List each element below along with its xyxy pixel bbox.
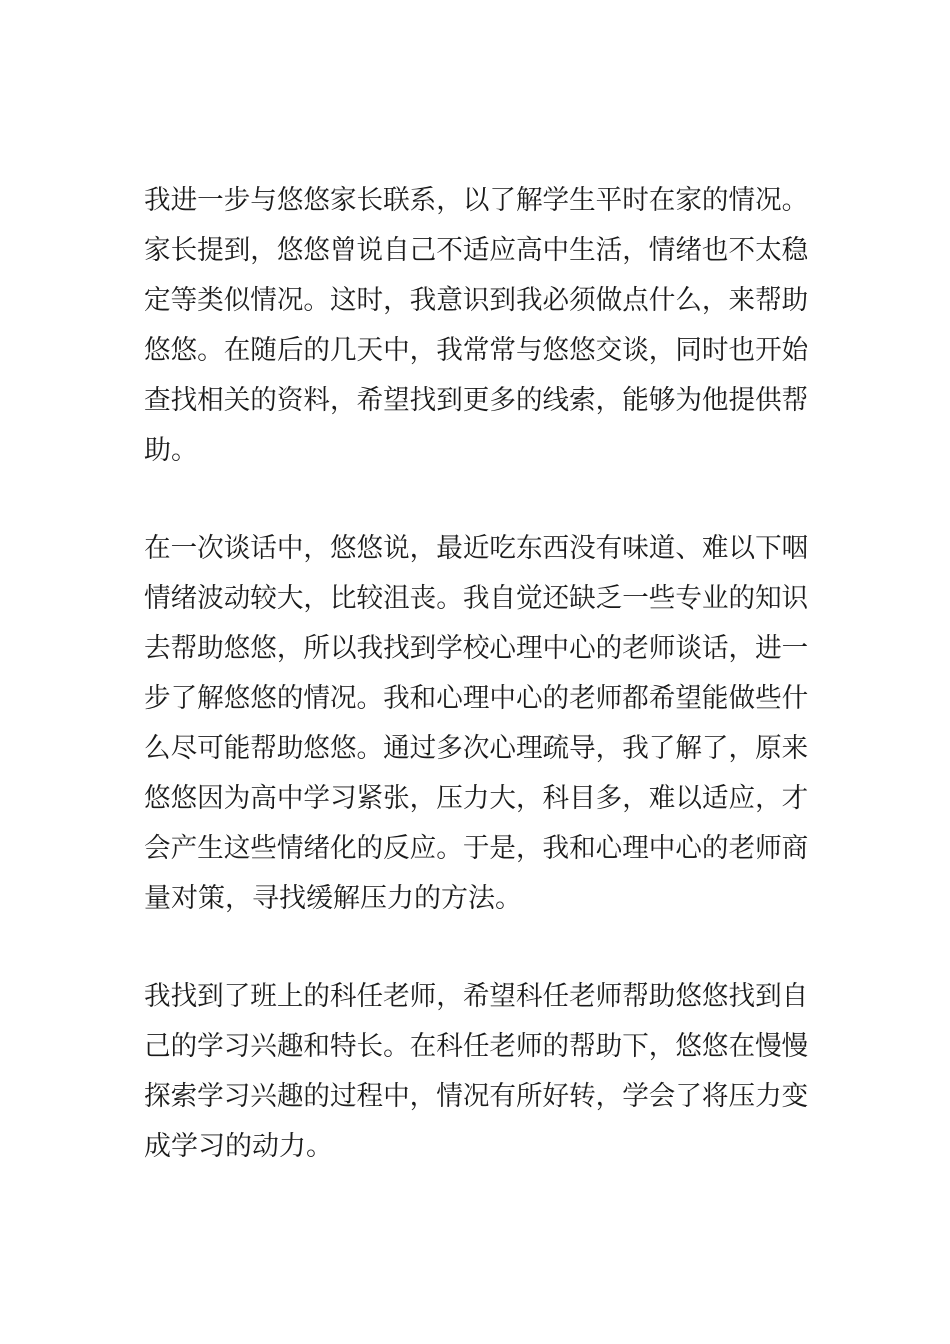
text-line: 助。 [144, 435, 198, 466]
text-line: 我找到了班上的科任老师，希望科任老师帮助悠悠找到自 [144, 981, 809, 1012]
text-line: 悠悠。在随后的几天中，我常常与悠悠交谈，同时也开始 [144, 335, 809, 366]
text-line: 我进一步与悠悠家长联系，以了解学生平时在家的情况。 [144, 185, 809, 216]
text-line: 己的学习兴趣和特长。在科任老师的帮助下，悠悠在慢慢 [144, 1031, 809, 1062]
text-line: 查找相关的资料，希望找到更多的线索，能够为他提供帮 [144, 385, 809, 416]
text-line: 步了解悠悠的情况。我和心理中心的老师都希望能做些什 [144, 683, 809, 714]
text-line: 去帮助悠悠，所以我找到学校心理中心的老师谈话，进一 [144, 633, 809, 664]
text-line: 会产生这些情绪化的反应。于是，我和心理中心的老师商 [144, 833, 809, 864]
text-line: 量对策，寻找缓解压力的方法。 [144, 883, 522, 914]
text-line: 悠悠因为高中学习紧张，压力大，科目多，难以适应，才 [144, 783, 809, 814]
text-line: 情绪波动较大，比较沮丧。我自觉还缺乏一些专业的知识 [144, 583, 809, 614]
text-line: 家长提到，悠悠曾说自己不适应高中生活，情绪也不太稳 [144, 235, 809, 266]
paragraph-1 [144, 176, 808, 476]
text-line: 成学习的动力。 [144, 1131, 333, 1162]
text-line: 在一次谈话中，悠悠说，最近吃东西没有味道、难以下咽 [144, 533, 809, 564]
text-line: 定等类似情况。这时，我意识到我必须做点什么，来帮助 [144, 285, 809, 316]
paragraph-3 [144, 972, 808, 1172]
paragraph-2 [144, 524, 808, 924]
text-line: 么尽可能帮助悠悠。通过多次心理疏导，我了解了，原来 [144, 733, 809, 764]
text-line: 探索学习兴趣的过程中，情况有所好转，学会了将压力变 [144, 1081, 809, 1112]
